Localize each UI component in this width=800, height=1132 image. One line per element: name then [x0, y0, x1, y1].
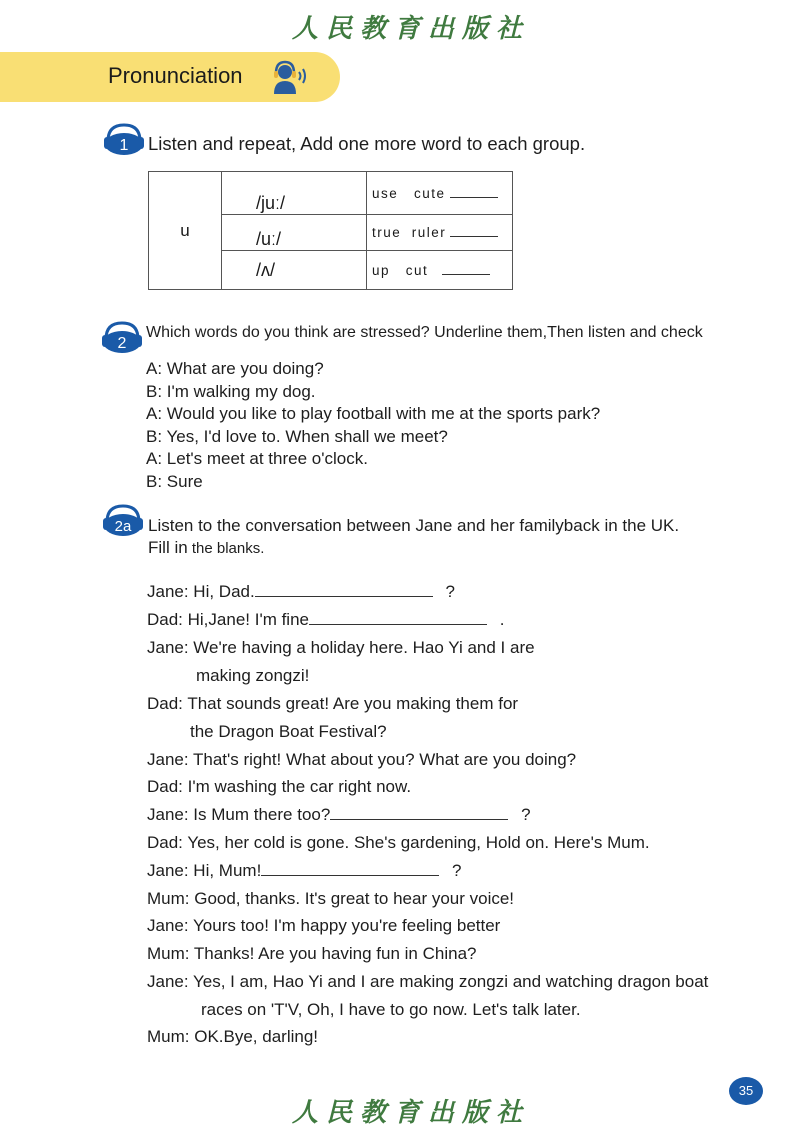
- conv-text: ?: [445, 582, 455, 601]
- conv-line-4: Dad: That sounds great! Are you making them for: [147, 694, 519, 713]
- conv-text: Jane: Hi, Dad.: [147, 582, 255, 601]
- conv-line-8: Dad: Yes, her cold is gone. She's gardening, Hold on. Here's Mum.: [147, 833, 650, 852]
- word-blank-3[interactable]: [442, 264, 490, 275]
- dialogue-line: A: What are you doing?: [146, 359, 324, 378]
- exercise-2a-instruction-1: Listen to the conversation between Jane and her familyback in the UK.: [148, 516, 680, 535]
- conv-line-12: Mum: Thanks! Are you having fun in China?: [147, 944, 477, 963]
- exercise-1-instruction: Listen and repeat, Add one more word to each group.: [148, 133, 586, 154]
- conv-text: Jane: Hi, Mum!: [147, 861, 262, 880]
- word-blank-1[interactable]: [450, 187, 498, 198]
- phonetic-symbol-1: /juː/: [222, 172, 367, 215]
- headset-speaker-icon: [270, 60, 310, 101]
- conv-line-5: Jane: That's right! What about you? What are you doing?: [147, 750, 577, 769]
- phonetic-symbol-2: /uː/: [222, 215, 367, 251]
- exercise-2a-badge-icon: [101, 504, 145, 538]
- dialogue-line: B: Yes, I'd love to. When shall we meet?: [146, 426, 448, 446]
- publisher-logo-bottom: 人民教育出版社: [292, 1098, 531, 1128]
- conv-line-14: Mum: OK.Bye, darling!: [147, 1027, 319, 1046]
- conv-line-10: Mum: Good, thanks. It's great to hear your voice!: [147, 889, 515, 908]
- conv-line-4b: the Dragon Boat Festival?: [190, 722, 387, 741]
- exercise-2a-instruction-2b: the blanks.: [187, 540, 265, 557]
- word-group-3-text: up cut: [372, 262, 429, 278]
- conv-line-7: [147, 805, 531, 825]
- conv-line-1: [147, 582, 455, 602]
- conv-line-9: [147, 861, 462, 881]
- phonics-table: [148, 171, 513, 290]
- dialogue-line: A: Would you like to play football with me at the sports park?: [146, 404, 601, 423]
- conv-text: Jane: Is Mum there too?: [147, 805, 331, 824]
- exercise-1-number: 1: [119, 137, 129, 154]
- exercise-1-badge-icon: [102, 123, 146, 157]
- phonetic-symbol-3: /ʌ/: [222, 251, 367, 290]
- exercise-2-badge-icon: [100, 321, 144, 355]
- publisher-logo-top: 人民教育出版社: [292, 14, 531, 44]
- fill-blank-4[interactable]: [261, 861, 439, 876]
- conv-line-6: Dad: I'm washing the car right now.: [147, 777, 412, 796]
- conv-line-11: Jane: Yours too! I'm happy you're feeling better: [147, 916, 501, 935]
- letter-cell: u: [149, 172, 222, 290]
- dialogue-line: B: Sure: [146, 471, 203, 491]
- exercise-2-number: 2: [117, 335, 127, 352]
- exercise-2a-instruction-2: [148, 538, 264, 558]
- word-blank-2[interactable]: [450, 226, 498, 237]
- page-number: 35: [729, 1077, 763, 1105]
- conv-text: Dad: Hi,Jane! I'm fine: [147, 610, 309, 629]
- dialogue-line: A: Let's meet at three o'clock.: [146, 449, 368, 468]
- conv-text: ?: [521, 805, 531, 824]
- conv-text: .: [499, 610, 505, 629]
- exercise-2a-instruction-2a: Fill in: [148, 538, 188, 557]
- word-group-1: [367, 172, 513, 215]
- conv-line-3: Jane: We're having a holiday here. Hao Yi and I are: [147, 638, 535, 657]
- conv-line-13: Jane: Yes, I am, Hao Yi and I are making zongzi and watching dragon boat: [147, 972, 709, 991]
- exercise-2a-number: 2a: [114, 518, 132, 535]
- word-group-1-text: use cute: [372, 185, 446, 201]
- fill-blank-1[interactable]: [255, 582, 433, 597]
- word-group-2: [367, 215, 513, 251]
- fill-blank-3[interactable]: [330, 805, 508, 820]
- exercise-2-instruction: Which words do you think are stressed? Underline them,Then listen and check: [146, 324, 703, 341]
- dialogue-ex2: [146, 358, 600, 493]
- word-group-2-text: true ruler: [372, 225, 447, 240]
- dialogue-line: B: I'm walking my dog.: [146, 381, 316, 401]
- word-group-3: [367, 251, 513, 290]
- conv-line-3b: making zongzi!: [196, 666, 310, 685]
- section-title: Pronunciation: [108, 63, 243, 88]
- conv-text: ?: [452, 861, 462, 880]
- fill-blank-2[interactable]: [309, 610, 487, 625]
- conv-line-2: [147, 610, 504, 630]
- conv-line-13b: races on 'T'V, Oh, I have to go now. Let's talk later.: [201, 1000, 581, 1019]
